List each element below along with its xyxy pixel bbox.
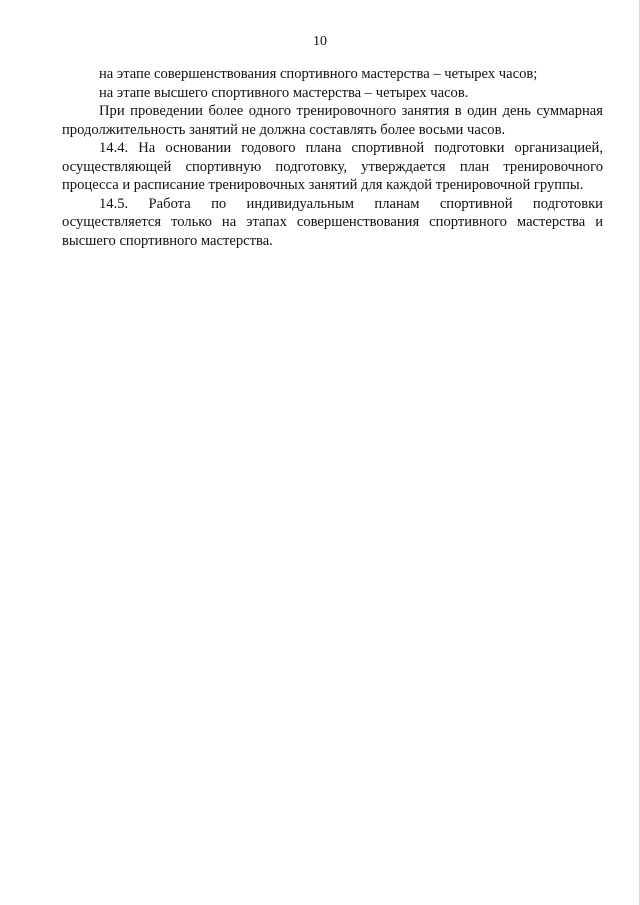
paragraph-stage-higher-mastery: на этапе высшего спортивного мастерства – четырех часов. <box>99 84 469 101</box>
paragraph-total-duration: При проведении более одного тренировочного занятия в один день суммарная продолжительность занятий не должна составлять более восьми часов. <box>62 103 603 138</box>
paragraph-14-5: 14.5. Работа по индивидуальным планам спортивной подготовки осуществляется только на этапах совершенствования спортивного мастерства и высшего спортивного мастерства. <box>62 195 603 249</box>
paragraph-stage-improvement: на этапе совершенствования спортивного мастерства – четырех часов; <box>99 66 538 82</box>
paragraph-14-4: 14.4. На основании годового плана спортивной подготовки организацией, осуществляющей спортивную подготовку, утверждается план тренировочного процесса и расписание тренировочных занятий для каждой тренировочной группы. <box>62 140 603 193</box>
document-body <box>62 65 603 250</box>
page-number: 10 <box>313 34 327 49</box>
